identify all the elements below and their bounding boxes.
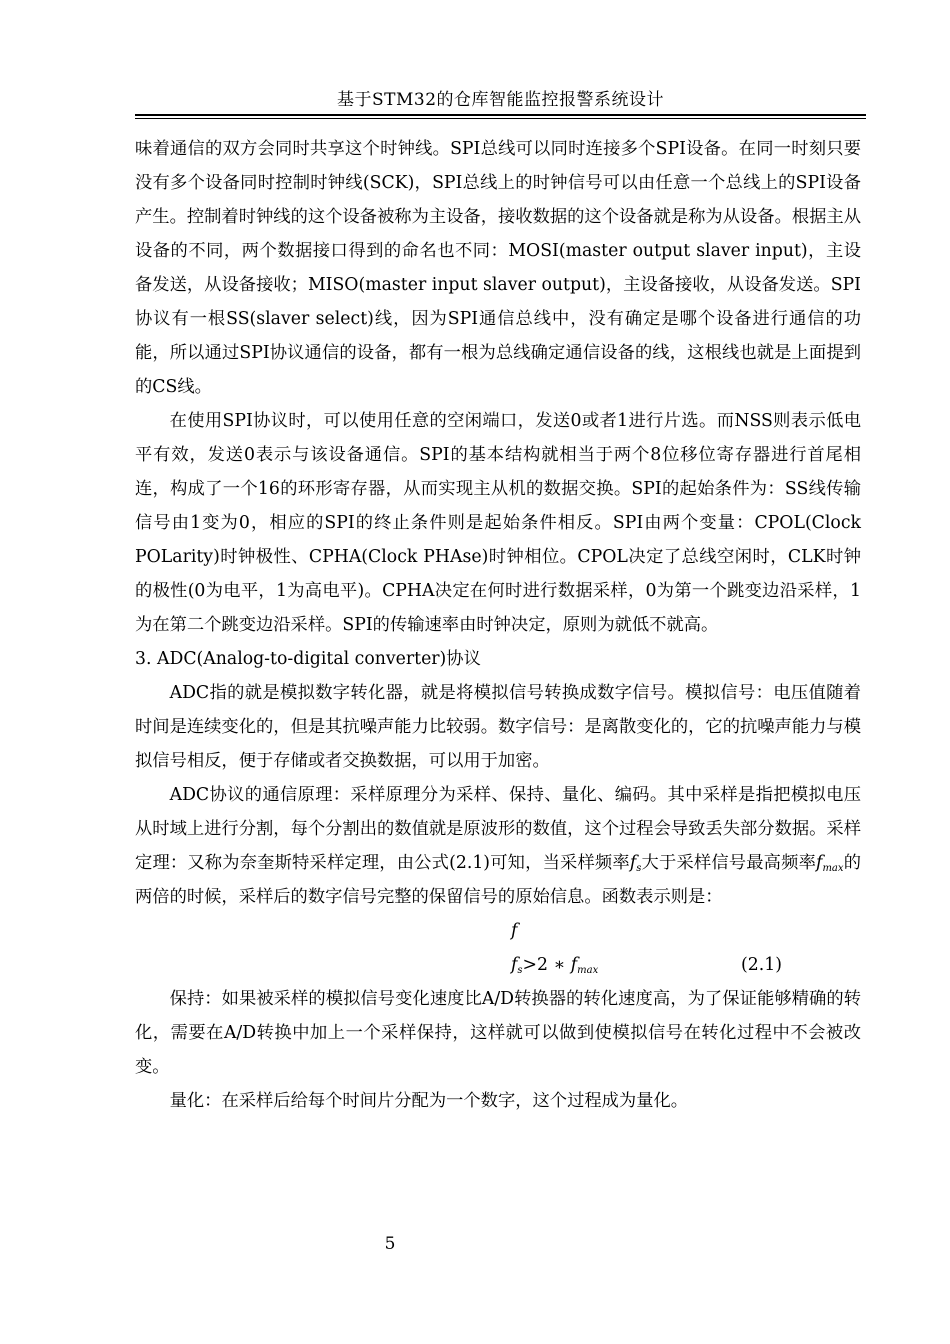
header-rule-thick	[135, 114, 866, 116]
document-body	[135, 132, 861, 1118]
symbol-fmax: f	[816, 853, 823, 873]
paragraph-spi-details: 在使用SPI协议时，可以使用任意的空闲端口，发送0或者1进行片选。而NSS则表示低电平有效，发送0表示与该设备通信。SPI的基本结构就相当于两个8位移位寄存器进行首尾相连，构成了一个16的环形寄存器，从而实现主从机的数据交换。SPI的起始条件为：SS线传输信号由1变为0，相应的SPI的终止条件则是起始条件相反。SPI由两个变量：CPOL(Clock POLarity)时钟极性、CPHA(Clock PHAse)时钟相位。CPOL决定了总线空闲时，CLK时钟的极性(0为电平，1为高电平)。CPHA决定在何时进行数据采样，0为第一个跳变边沿采样，1为在第二个跳变边沿采样。SPI的传输速率由时钟决定，原则为就低不就高。	[135, 411, 861, 635]
symbol-fs: f	[629, 853, 637, 873]
paragraph-adc-principle	[135, 778, 861, 914]
formula-lhs: f	[511, 955, 518, 975]
formula-f-symbol: f	[511, 921, 518, 941]
formula-lhs-subscript: s	[517, 965, 523, 976]
adc-principle-text-3: 的两倍的时候，采样后的数字信号完整的保留信号的原始信息。函数表示则是：	[135, 853, 861, 907]
formula-number: (2.1)	[741, 955, 782, 975]
formula-2-1	[135, 948, 861, 982]
paragraph-spi-intro: 味着通信的双方会同时共享这个时钟线。SPI总线可以同时连接多个SPI设备。在同一时刻只要没有多个设备同时控制时钟线(SCK)，SPI总线上的时钟信号可以由任意一个总线上的SPI设备产生。控制着时钟线的这个设备被称为主设备，接收数据的这个设备就是称为从设备。根据主从设备的不同，两个数据接口得到的命名也不同：MOSI(master output slaver input)，主设备发送，从设备接收；MISO(master input slaver output)，主设备接收，从设备发送。SPI协议有一根SS(slaver select)线，因为SPI通信总线中，没有确定是哪个设备进行通信的功能，所以通过SPI协议通信的设备，都有一根为总线确定通信设备的线，这根线也就是上面提到的CS线。	[135, 139, 861, 397]
running-header: 基于STM32的仓库智能监控报警系统设计	[336, 90, 665, 110]
symbol-fmax-subscript: max	[822, 863, 844, 874]
adc-principle-text-1: ADC协议的通信原理：采样原理分为采样、保持、量化、编码。其中采样是指把模拟电压从时域上进行分割，每个分割出的数值就是原波形的数值，这个过程会导致丢失部分数据。采样定理：又称为奈奎斯特采样定理，由公式(2.1)可知，当采样频率	[135, 785, 861, 873]
header-rule-thin	[135, 118, 866, 119]
formula-placeholder-line	[135, 914, 861, 948]
paragraph-quantize: 量化：在采样后给每个时间片分配为一个数字，这个过程成为量化。	[169, 1091, 689, 1111]
symbol-fs-subscript: s	[636, 863, 642, 874]
paragraph-hold: 保持：如果被采样的模拟信号变化速度比A/D转换器的转化速度高，为了保证能够精确的转化，需要在A/D转换中加上一个采样保持，这样就可以做到使模拟信号在转化过程中不会被改变。	[135, 989, 861, 1077]
adc-principle-text-2: 大于采样信号最高频率	[641, 853, 817, 873]
formula-expression	[511, 948, 598, 982]
formula-operator: >2 ∗	[522, 955, 571, 975]
section-heading-adc: 3. ADC(Analog-to-digital converter)协议	[135, 649, 481, 669]
formula-rhs: f	[570, 955, 578, 975]
formula-rhs-subscript: max	[577, 965, 599, 976]
page-number: 5	[384, 1234, 396, 1254]
paragraph-adc-intro: ADC指的就是模拟数字转化器，就是将模拟信号转换成数字信号。模拟信号：电压值随着时间是连续变化的，但是其抗噪声能力比较弱。数字信号：是离散变化的，它的抗噪声能力与模拟信号相反，便于存储或者交换数据，可以用于加密。	[135, 683, 861, 771]
